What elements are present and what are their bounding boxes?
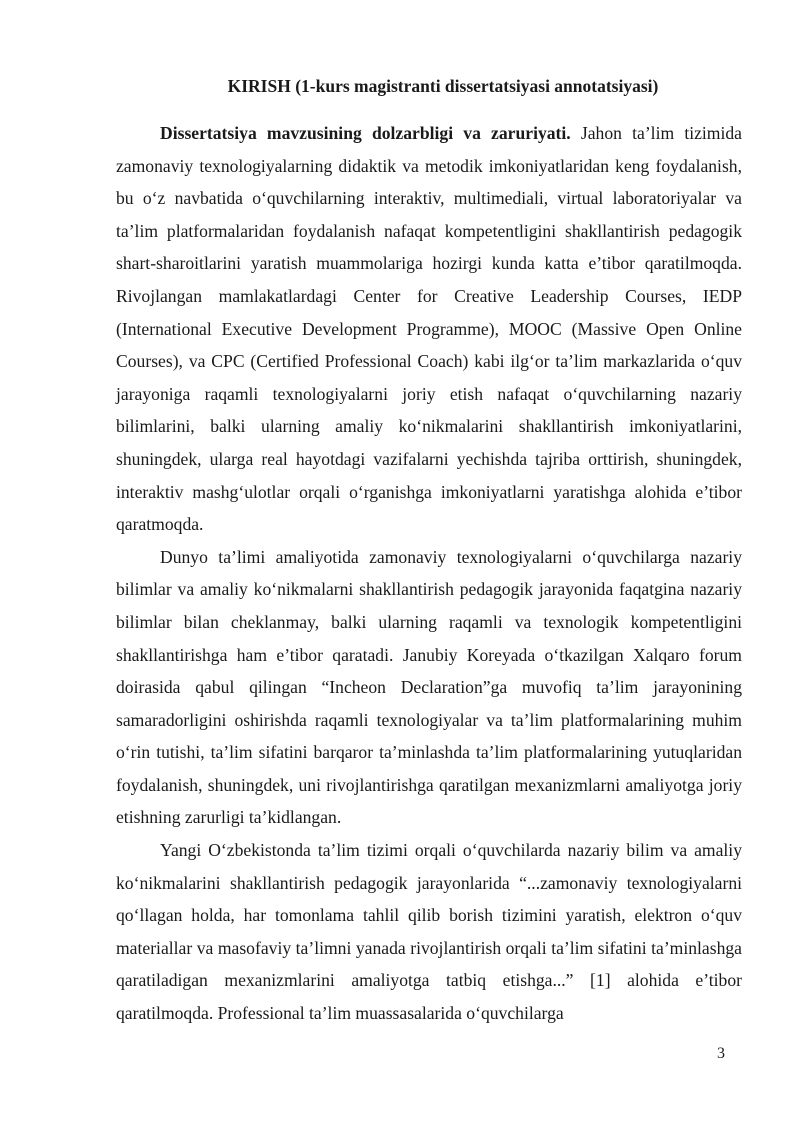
paragraph-lead-heading: Dissertatsiya mavzusining dolzarbligi va zaruriyati. (160, 123, 571, 143)
paragraph-text: Jahon ta’lim tizimida zamonaviy texnologiyalarning didaktik va metodik imkoniyatlaridan keng foydalanish, bu o‘z navbatida o‘quvchilarning interaktiv, multimediali, virtual laboratoriyalar va ta’lim platformalaridan foydalanish nafaqat kompetentligini shakllantirish pedagogik shart-sharoitlarini yaratish muammolariga hozirgi kunda katta e’tibor qaratilmoqda. Rivojlangan mamlakatlardagi Center for Creative Leadership Courses, IEDP (International Executive Development Programme), MOOC (Massive Open Online Courses), va CPC (Certified Professional Coach) kabi ilg‘or ta’lim markazlarida o‘quv jarayoniga raqamli texnologiyalarni joriy etish nafaqat o‘quvchilarning nazariy bilimlarini, balki ularning amaliy ko‘nikmalarini shakllantirish imkoniyatlarini, shuningdek, ularga real hayotdagi vazifalarni yechishda tajriba orttirish, shuningdek, interaktiv mashg‘ulotlar orqali o‘rganishga imkoniyatlarni yaratishga alohida e’tibor qaratmoqda. (116, 123, 742, 535)
document-body (116, 117, 742, 1030)
paragraph-text: Dunyo ta’limi amaliyotida zamonaviy texnologiyalarni o‘quvchilarga nazariy bilimlar va amaliy ko‘nikmalarni shakllantirish pedagogik jarayonida faqatgina nazariy bilimlar bilan cheklanmay, balki ularning raqamli va texnologik kompetentligini shakllantirishga ham e’tibor qaratadi. Janubiy Koreyada o‘tkazilgan Xalqaro forum doirasida qabul qilingan “Incheon Declaration”ga muvofiq ta’lim jarayonining samaradorligini oshirishda raqamli texnologiyalar va ta’lim platformalarining muhim o‘rin tutishi, ta’lim sifatini barqaror ta’minlashda ta’lim platformalarining yutuqlaridan foydalanish, shuningdek, uni rivojlantirishga qaratilgan mexanizmlarni amaliyotga joriy etishning zarurligi ta’kidlangan. (116, 546, 742, 828)
paragraph-text: Yangi O‘zbekistonda ta’lim tizimi orqali o‘quvchilarda nazariy bilim va amaliy ko‘nikmalarini shakllantirish pedagogik jarayonlarida “...zamonaviy texnologiyalarni qo‘llagan holda, har tomonlama tahlil qilib borish tizimini yaratish, elektron o‘quv materiallar va masofaviy ta’limni yanada rivojlantirish orqali ta’lim sifatini ta’minlashga qaratiladigan mexanizmlarini amaliyotga tatbiq etishga...” [1] alohida e’tibor qaratilmoqda. Professional ta’lim muassasalarida o‘quvchilarga (116, 840, 742, 1024)
paragraph-relevance (116, 117, 742, 541)
page-title: KIRISH (1-kurs magistranti dissertatsiyasi annotatsiyasi) (227, 76, 659, 96)
paragraph-uzbekistan (116, 834, 742, 1030)
page-number: 3 (717, 1045, 725, 1062)
paragraph-world-practice (116, 541, 742, 834)
